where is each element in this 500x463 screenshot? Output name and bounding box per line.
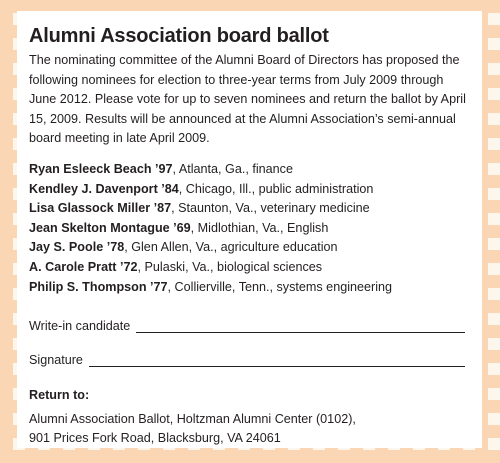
nominee-item [29,199,471,219]
nominee-details: , Collierville, Tenn., systems engineering [167,279,393,294]
nominee-list [29,160,471,297]
write-in-line[interactable] [136,320,465,333]
nominee-name: Philip S. Thompson ’77 [29,279,168,294]
nominee-name: Kendley J. Davenport ’84 [29,181,179,196]
nominee-item [29,278,471,298]
nominee-item [29,238,471,258]
nominee-name: Lisa Glassock Miller ’87 [29,201,172,216]
signature-label: Signature [29,353,83,368]
write-in-label: Write-in candidate [29,319,131,334]
signature-row [29,351,471,369]
nominee-details: , Atlanta, Ga., finance [172,161,293,176]
nominee-item [29,180,471,200]
nominee-details: , Chicago, Ill., public administration [178,181,374,196]
return-address-line-2: 901 Prices Fork Road, Blacksburg, VA 24061 [29,431,281,446]
return-address-line-1: Alumni Association Ballot, Holtzman Alumni Center (0102), [29,411,356,426]
nominee-name: Ryan Esleeck Beach ’97 [29,161,173,176]
ballot-intro: The nominating committee of the Alumni Board of Directors has proposed the following nominees for election to three-year terms from July 2009 through June 2012. Please vote for up to seven nominees and return the ballot by April 15, 2009. Results will be announced at the Alumni Association’s semi-annual board meeting in late April 2009. [29,53,466,146]
nominee-details: , Glen Allen, Va., agriculture education [124,240,338,255]
write-in-row [29,317,471,335]
nominee-name: A. Carole Pratt ’72 [29,259,138,274]
ballot-card [17,11,482,448]
nominee-name: Jay S. Poole ’78 [29,240,125,255]
nominee-item [29,160,471,180]
nominee-name: Jean Skelton Montague ’69 [29,220,191,235]
nominee-item [29,258,471,278]
nominee-details: , Pulaski, Va., biological sciences [137,259,323,274]
nominee-details: , Staunton, Va., veterinary medicine [171,201,370,216]
ballot-title: Alumni Association board ballot [29,25,329,47]
nominee-details: , Midlothian, Va., English [190,220,329,235]
nominee-item [29,219,471,239]
return-heading: Return to: [29,388,90,403]
signature-line[interactable] [89,354,465,367]
